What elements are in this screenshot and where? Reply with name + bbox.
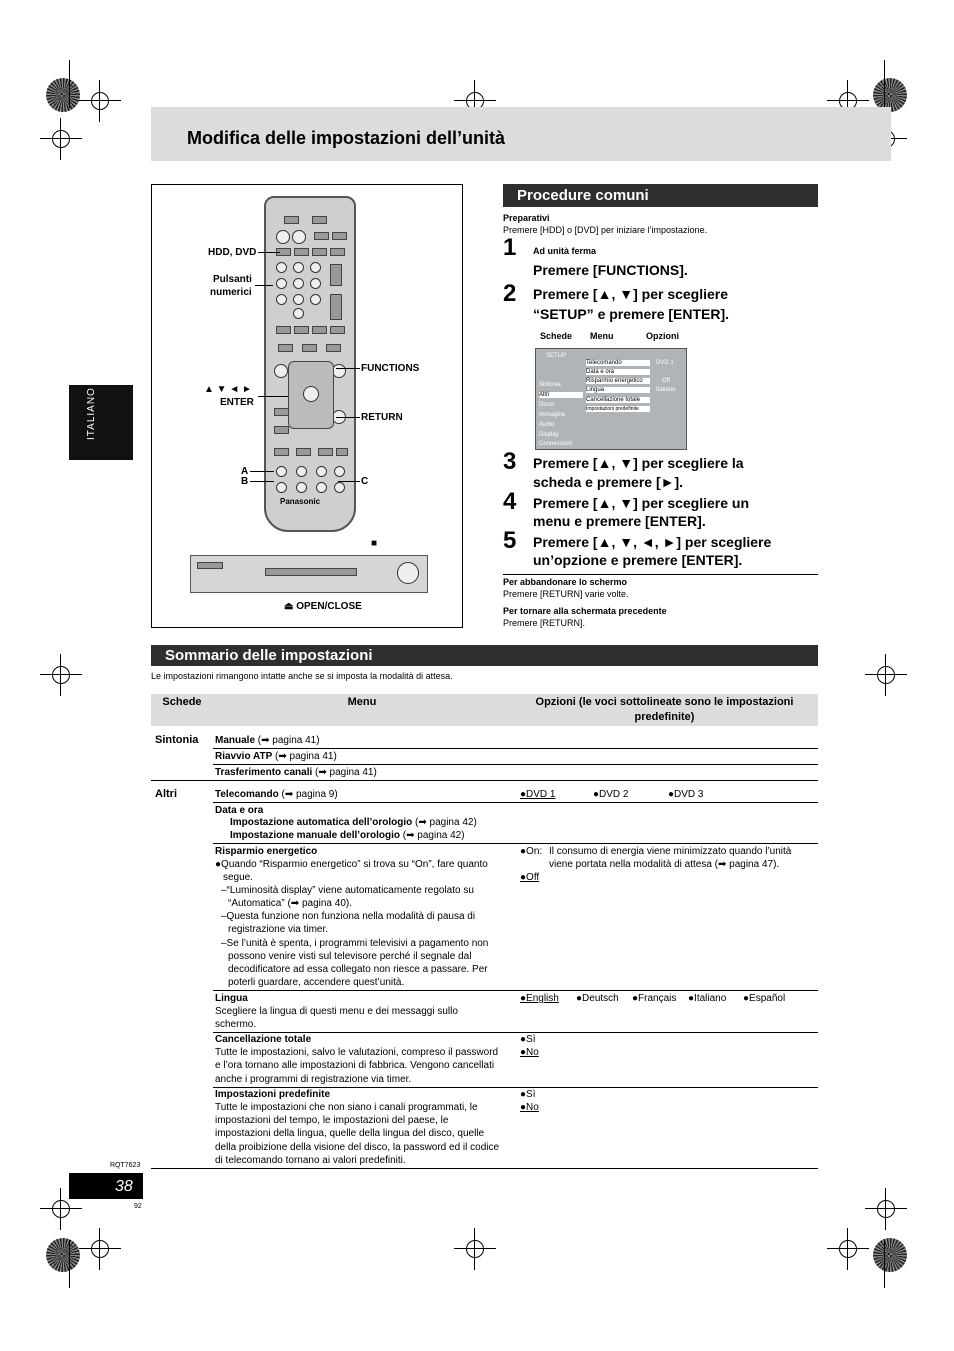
col-opzioni-1: Opzioni (le voci sottolineate sono le impostazioni [535,696,794,708]
risp-line: poterli guardare, accendere quest’unità. [228,977,405,988]
step-number: 3 [503,448,517,475]
open-close-label: ⏏ OPEN/CLOSE [284,601,362,612]
hdd-dvd-label: HDD, DVD [208,247,257,258]
step-number: 1 [503,234,517,261]
setup-tab: Sintonia [539,382,561,388]
setup-option: Off [662,378,670,384]
option-no: ●No [520,1102,539,1113]
setup-tab: Connessioni [539,441,573,447]
pred-line: impostazioni della lingua, quelle della lingua del disco, quelle [215,1128,485,1139]
page-title: Modifica delle impostazioni dell’unità [187,128,506,148]
step3-text-2: scheda e premere [►]. [533,474,684,490]
option-on: ●On: [520,846,543,857]
setup-menu-item: Data e ora [586,369,650,375]
option-english: ●English [520,993,559,1004]
player-illustration [190,555,428,593]
setup-tab: Audio [539,422,555,428]
option-italiano: ●Italiano [688,993,727,1004]
lingua-line: Scegliere la lingua di questi menu e dei messaggi sullo [215,1006,458,1017]
canc-line: e l’ora tornano alle impostazioni di fabbrica. Vengono cancellati [215,1060,495,1071]
registration-sun-mark [873,1238,907,1272]
prep-text: Premere [HDD] o [DVD] per iniziare l’impostazione. [503,225,708,235]
language-tab [69,385,133,460]
c-label: C [361,476,369,487]
option-off: ●Off [520,872,540,883]
registration-mark [48,1196,74,1222]
brand-logo: Panasonic [280,497,321,506]
setup-menu-screenshot [535,348,687,450]
setup-tab: Disco [539,402,555,408]
setup-menu-item: Risparmio energetico [586,378,650,384]
step2-text-2: “SETUP” e premere [ENTER]. [533,306,730,322]
risp-line: “Automatica” (➡ pagina 40). [228,898,352,909]
sub-page-number: 92 [134,1203,142,1210]
setup-option: Italiano [656,387,676,393]
step1-text: Premere [FUNCTIONS]. [533,262,688,278]
back-text: Premere [RETURN]. [503,618,586,628]
pred-line: Tutte le impostazioni che non siano i canali programmati, le [215,1102,478,1113]
pred-line: impostazioni del tempo, le impostazioni del paese, le [215,1115,449,1126]
step5-text-1: Premere [▲, ▼, ◄, ►] per scegliere [533,534,772,550]
summary-note: Le impostazioni rimangono intatte anche se si imposta la modalità di attesa. [151,671,453,681]
numeric-buttons-label-2: numerici [210,287,252,298]
summary-heading: Sommario delle impostazioni [151,645,818,666]
registration-mark [873,662,899,688]
pred-line: di telecomando tornano ai valori predefiniti. [215,1155,406,1166]
shot-label-schede: Schede [540,331,573,341]
step2-text-1: Premere [▲, ▼] per scegliere [533,286,729,302]
enter-button-icon [303,386,319,402]
risp-line: –Se l’unità è spenta, i programmi televisivi a pagamento non [221,938,489,949]
risp-line: possono venire visti sul televisore perché il segnale dal [228,951,472,962]
numeric-buttons-label-1: Pulsanti [213,274,252,285]
option-dvd1: ●DVD 1 [520,789,556,800]
risp-line: registrazione via timer. [228,924,329,935]
menu-cancellazione: Cancellazione totale [215,1034,312,1045]
tab-sintonia: Sintonia [155,734,199,746]
menu-risparmio: Risparmio energetico [215,846,318,857]
back-title: Per tornare alla schermata precedente [503,606,667,616]
option-on-desc-2: viene portata nella modalità di attesa (➡ pagina 47). [549,859,780,870]
enter-label: ENTER [220,397,254,408]
setup-menu-item: Cancellazione totale [586,397,650,403]
registration-mark [48,126,74,152]
remote-dpad [288,361,334,429]
registration-mark [873,1196,899,1222]
exit-text: Premere [RETURN] varie volte. [503,589,629,599]
option-no: ●No [520,1047,539,1058]
setup-menu-item: Telecomando [586,360,650,366]
tab-altri: Altri [155,788,177,800]
setup-tab: Display [539,432,559,438]
option-on-desc-1: Il consumo di energia viene minimizzato quando l’unità [549,846,792,857]
page-number: 38 [115,1178,133,1195]
table-row: Impostazione manuale dell’orologio (➡ pagina 42) [230,830,465,841]
option-francais: ●Français [632,993,677,1004]
col-schede: Schede [162,696,202,708]
shot-label-opzioni: Opzioni [646,331,679,341]
risp-line: segue. [223,872,254,883]
registration-mark [48,662,74,688]
a-label: A [241,466,249,477]
col-opzioni-2: predefinite) [634,711,695,723]
option-espanol: ●Español [743,993,786,1004]
step3-text-1: Premere [▲, ▼] per scegliere la [533,455,744,471]
canc-line: anche i programmi di registrazione via timer. [215,1074,412,1085]
option-dvd2: ●DVD 2 [593,789,629,800]
risp-line: –“Luminosità display” viene automaticamente regolato su [221,885,474,896]
step4-text-1: Premere [▲, ▼] per scegliere un [533,495,750,511]
table-row: Impostazione automatica dell’orologio (➡ pagina 42) [230,817,477,828]
table-row: Manuale (➡ pagina 41) [215,735,320,746]
step4-text-2: menu e premere [ENTER]. [533,513,706,529]
crop-mark [69,1240,70,1288]
registration-mark [835,1236,861,1262]
shot-label-menu: Menu [590,331,614,341]
menu-data-ora: Data e ora [215,805,264,816]
registration-mark [462,1236,488,1262]
registration-mark [87,1236,113,1262]
table-row: Trasferimento canali (➡ pagina 41) [215,767,377,778]
pred-line: della proibizione della visione del disco, la password ed il codice [215,1142,500,1153]
crop-mark [884,60,885,108]
option-deutsch: ●Deutsch [576,993,619,1004]
setup-menu-item: Impostazioni predefinite [586,406,650,412]
option-si: ●Sì [520,1034,536,1045]
procedures-heading: Procedure comuni [503,184,818,207]
exit-title: Per abbandonare lo schermo [503,577,628,587]
crop-mark [884,1240,885,1288]
step1-sub: Ad unità ferma [533,246,597,256]
table-row: Riavvio ATP (➡ pagina 41) [215,751,337,762]
setup-tab: Immagine [539,412,566,418]
step-number: 5 [503,527,517,554]
return-label: RETURN [361,412,403,423]
setup-tab: Altri [539,392,583,398]
lingua-line: schermo. [215,1019,257,1030]
menu-predefinite: Impostazioni predefinite [215,1089,331,1100]
risp-line: –Questa funzione non funziona nella modalità di pausa di [221,911,476,922]
step-number: 4 [503,488,517,515]
registration-mark [87,88,113,114]
functions-label: FUNCTIONS [361,363,420,374]
risp-line: decodificatore ad essa collegato non riesce a passare. Per [228,964,488,975]
col-menu: Menu [347,696,377,708]
option-dvd3: ●DVD 3 [668,789,704,800]
crop-mark [69,60,70,108]
doc-code: RQT7623 [110,1162,141,1169]
table-row: Telecomando (➡ pagina 9) [215,789,338,800]
risp-line: ●Quando “Risparmio energetico” si trova su “On”, fare quanto [215,859,488,870]
menu-lingua: Lingua [215,993,248,1004]
option-si: ●Sì [520,1089,536,1100]
canc-line: Tutte le impostazioni, salvo le valutazioni, compreso il password [215,1047,499,1058]
arrows-label: ▲ ▼ ◄ ► [204,384,252,395]
step-number: 2 [503,280,517,307]
setup-menu-item: Lingua [586,387,650,393]
step5-text-2: un’opzione e premere [ENTER]. [533,552,743,568]
language-tab-label: ITALIANO [86,387,97,440]
prep-title: Preparativi [503,213,550,223]
stop-label: ■ [371,538,378,549]
setup-option: DVD 1 [656,360,674,366]
registration-sun-mark [46,1238,80,1272]
registration-sun-mark [46,78,80,112]
b-label: B [241,476,249,487]
setup-title: SETUP [546,353,567,359]
